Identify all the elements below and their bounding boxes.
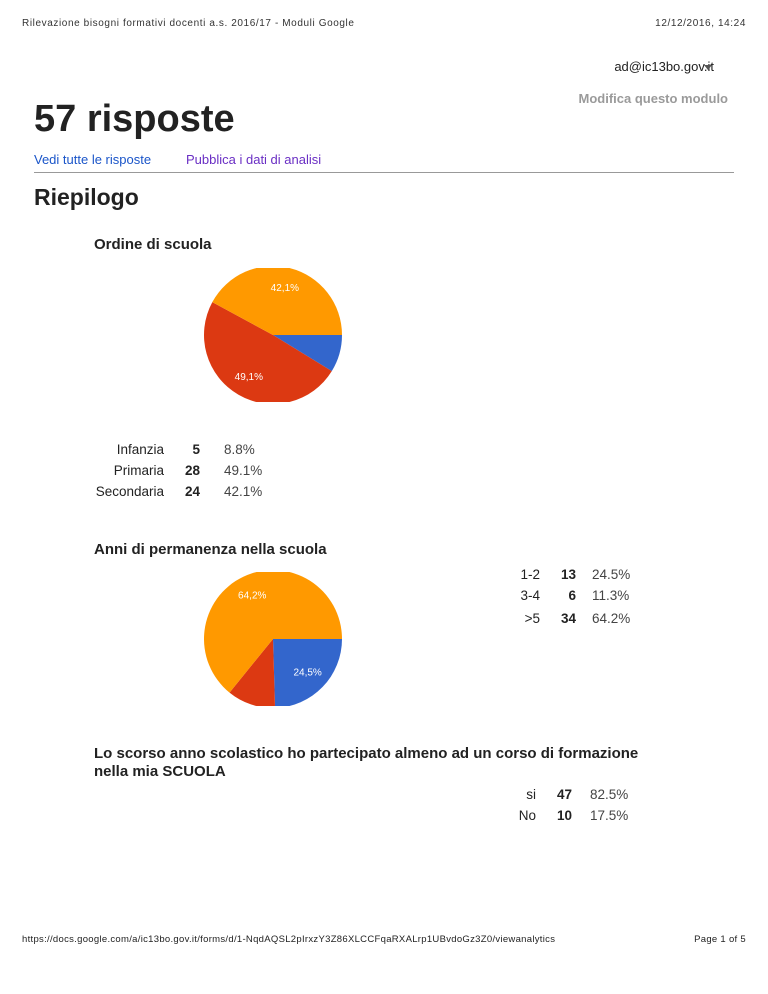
table-row-count: 13 [560, 567, 576, 582]
table-row-count: 24 [184, 484, 200, 499]
edit-form-link[interactable]: Modifica questo modulo [578, 91, 728, 106]
table-row-count: 34 [560, 611, 576, 626]
table-row-percent: 11.3% [592, 588, 630, 603]
table-row-percent: 24.5% [592, 567, 631, 582]
page-number: Page 1 of 5 [694, 934, 746, 945]
table-row-count: 6 [568, 588, 576, 603]
publish-analytics-link[interactable]: Pubblica i dati di analisi [186, 152, 322, 167]
table-row-label: Infanzia [116, 442, 164, 457]
table-row-count: 47 [556, 787, 572, 802]
table-row-count: 5 [192, 442, 200, 457]
pie-chart-anni [200, 572, 346, 706]
pie-slice-label: 42,1% [270, 283, 300, 295]
pie-slice-label: 24,5% [293, 667, 322, 679]
response-count: 57 risposte [34, 98, 235, 140]
table-row-label: Secondaria [95, 484, 164, 499]
divider [34, 172, 734, 173]
question-title: Ordine di scuola [94, 236, 212, 253]
account-menu[interactable] [614, 58, 714, 76]
question-title [94, 745, 638, 781]
print-header-datetime: 12/12/2016, 14:24 [655, 18, 746, 29]
table-row-label: 1-2 [520, 567, 540, 582]
table-row-label: >5 [524, 611, 540, 626]
pie-slice-label: 64,2% [238, 590, 267, 602]
question-title-line: Lo scorso anno scolastico ho partecipato almeno ad un corso di formazione [94, 745, 639, 762]
table-row-label: si [526, 787, 536, 802]
print-header-title: Rilevazione bisogni formativi docenti a.s. 2016/17 - Moduli Google [22, 18, 355, 29]
chevron-down-icon[interactable] [704, 65, 712, 70]
view-all-responses-link[interactable]: Vedi tutte le risposte [34, 152, 152, 167]
account-email: ad@ic13bo.gov.it [614, 59, 714, 74]
pie-slice-label: 49,1% [234, 371, 264, 383]
table-row-percent: 82.5% [590, 787, 629, 802]
table-row-percent: 42.1% [224, 484, 263, 499]
table-row-count: 28 [184, 463, 200, 478]
table-row-percent: 64.2% [592, 611, 631, 626]
table-row-percent: 17.5% [590, 808, 629, 823]
table-row-label: 3-4 [520, 588, 540, 603]
table-row-label: Primaria [113, 463, 164, 478]
pie-chart-ordine [200, 268, 346, 402]
table-row-percent: 49.1% [224, 463, 263, 478]
question-title-line: nella mia SCUOLA [94, 763, 226, 780]
question-title: Anni di permanenza nella scuola [94, 541, 327, 558]
table-row-percent: 8.8% [224, 442, 255, 457]
footer-url: https://docs.google.com/a/ic13bo.gov.it/forms/d/1-NqdAQSL2pIrxzY3Z86XLCCFqaRXALrp1UBvdoGz3Z0/viewanalytics [22, 934, 556, 945]
section-title: Riepilogo [34, 184, 139, 210]
table-row-count: 10 [556, 808, 572, 823]
table-row-label: No [518, 808, 536, 823]
